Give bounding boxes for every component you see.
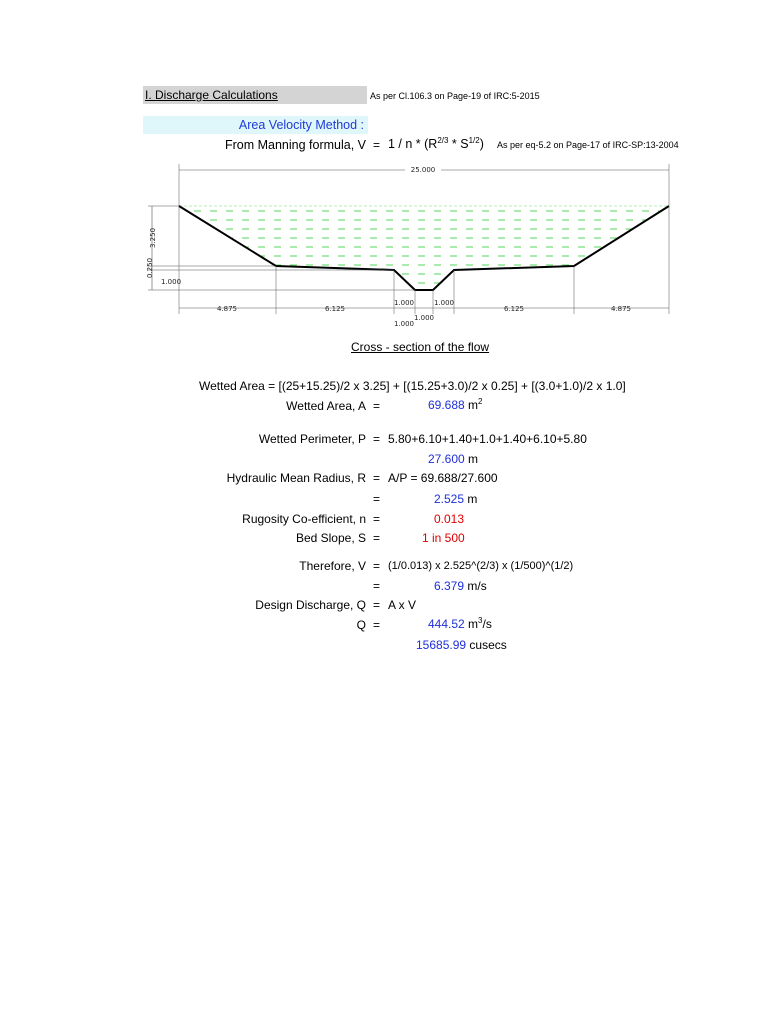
cross-section-diagram [140,160,680,330]
dim-depth-step: 0.250 [146,257,154,279]
radius-eq2: = [373,492,381,506]
dim-bottom-6: 4.875 [610,305,632,313]
wetted-area-value: 69.688 [428,398,465,412]
dim-bottom-5: 6.125 [503,305,525,313]
dim-depth-channel: 1.000 [161,278,182,286]
perimeter-eq: = [373,432,381,446]
wetted-area-formula: Wetted Area = [(25+15.25)/2 x 3.25] + [(15.25+3.0)/2 x 0.25] + [(3.0+1.0)/2 x 1.0] [199,379,626,393]
cusecs-result [416,638,507,652]
section-reference: As per Cl.106.3 on Page-19 of IRC:5-2015 [370,91,540,101]
q-value: 444.52 [428,617,465,631]
q-unit-prefix: m [468,617,479,631]
formula-eq: = [373,138,381,152]
discharge-label: Design Discharge, Q [255,598,366,612]
velocity-eq2: = [373,579,381,593]
velocity-label: Therefore, V [299,559,366,573]
q-label: Q [356,618,366,632]
discharge-formula: A x V [388,598,417,612]
velocity-result [434,579,487,593]
q-result [428,616,492,631]
water-fill [179,206,669,290]
formula-prefix: 1 / n * (R [388,137,438,152]
q-unit [468,617,492,631]
dim-top-width: 25.000 [410,166,436,174]
method-title: Area Velocity Method : [238,118,364,132]
discharge-eq: = [373,598,381,612]
radius-formula: A/P = 69.688/27.600 [388,471,498,485]
slope-eq: = [373,531,381,545]
slope-value: 1 in 500 [422,531,465,545]
velocity-formula: (1/0.013) x 2.525^(2/3) x (1/500)^(1/2) [388,560,574,572]
formula-reference: As per eq-5.2 on Page-17 of IRC-SP:13-2004 [497,140,679,150]
rugosity-value: 0.013 [434,512,465,526]
radius-result [434,492,477,506]
dim-depth-main: 3.250 [149,227,157,249]
wetted-area-unit-sup: 2 [478,397,483,406]
perimeter-formula: 5.80+6.10+1.40+1.0+1.40+6.10+5.80 [388,432,587,446]
formula-sup2: 1/2 [468,136,480,145]
diagram-caption: Cross - section of the flow [351,340,490,354]
wetted-area-result [428,397,483,412]
cusecs-unit: cusecs [469,638,507,652]
q-eq: = [373,618,381,632]
dim-bottom-3: 1.000 [393,299,415,307]
slope-label: Bed Slope, S [295,531,366,545]
dim-bottom-4: 1.000 [433,299,455,307]
wetted-area-eq: = [373,399,381,413]
perimeter-unit: m [468,452,479,466]
formula-close: ) [479,137,484,152]
formula-mid: * S [448,137,469,152]
velocity-eq: = [373,559,381,573]
cusecs-value: 15685.99 [416,638,467,652]
section-title: I. Discharge Calculations [143,86,367,104]
wetted-area-unit: m [468,398,479,412]
radius-eq: = [373,471,381,485]
perimeter-label: Wetted Perimeter, P [258,432,366,446]
velocity-value: 6.379 [434,579,465,593]
perimeter-result [428,452,478,466]
rugosity-eq: = [373,512,381,526]
wetted-area-label: Wetted Area, A [286,399,366,413]
rugosity-label: Rugosity Co-efficient, n [242,512,366,526]
radius-value: 2.525 [434,492,465,506]
velocity-unit: m/s [467,579,487,593]
formula-sup1: 2/3 [437,136,449,145]
dim-bottom-center: 1.000 [413,314,435,322]
formula-label: From Manning formula, V [224,138,366,152]
dim-bottom-2: 6.125 [324,305,346,313]
dim-bottom-hidden-a: 1.000 [393,320,415,328]
q-unit-suffix: /s [482,617,492,631]
dim-bottom-1: 4.875 [216,305,238,313]
radius-label: Hydraulic Mean Radius, R [226,471,366,485]
radius-unit: m [467,492,478,506]
manning-formula [388,136,484,151]
q-unit-sup: 3 [478,616,483,625]
perimeter-value: 27.600 [428,452,465,466]
